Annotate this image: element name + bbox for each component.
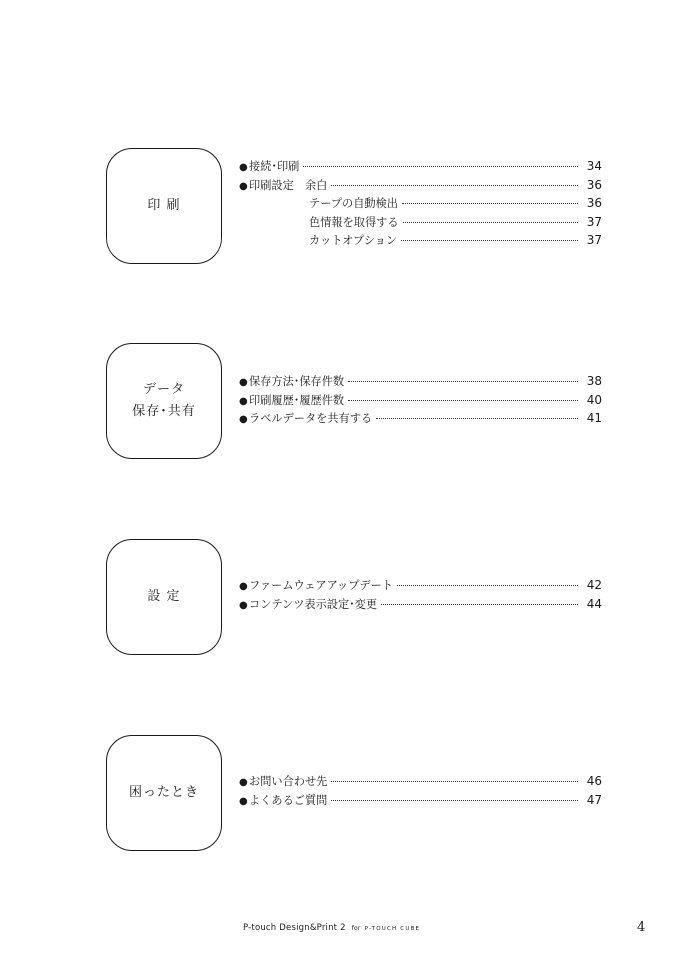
page-number: 42 [586,578,602,592]
bullet-icon: ● [239,599,248,611]
toc-entry[interactable] [239,773,602,792]
page-number: 34 [586,159,602,173]
section-label-box [106,539,222,655]
bullet-icon: ● [239,377,248,388]
bullet-icon: ● [239,180,248,192]
toc-entry[interactable] [239,232,602,251]
page-number: 38 [586,374,602,388]
toc-entry[interactable] [239,410,602,429]
bullet-icon: ● [239,795,248,807]
entry-label: ラベルデータを共有する [249,412,373,425]
leader-dots [331,799,578,801]
toc-entry[interactable] [239,373,602,392]
footer-for: for [351,925,361,932]
bullet-icon: ● [239,581,248,592]
toc-entry[interactable] [239,195,602,214]
entry-label: 色情報を取得する [309,215,399,229]
footer-product: P-touch Design&Print 2 [243,923,346,933]
page-number: 40 [586,392,602,407]
leader-dots [331,780,578,782]
leader-dots [303,165,578,167]
leader-dots [331,184,578,186]
section-data [106,343,626,463]
leader-dots [381,603,578,605]
section-title: 印 刷 [147,198,181,213]
page-number: 44 [586,596,602,611]
leader-dots [403,221,578,223]
entry-label: コンテンツ表示設定･変更 [249,597,378,611]
leader-dots [348,380,578,382]
toc-entry[interactable] [239,792,602,811]
entry-label: 印刷設定 余白 [249,178,328,192]
entry-label: カットオプション [309,234,398,247]
toc-entry[interactable] [239,214,602,233]
toc-entry[interactable] [239,596,602,615]
toc-entries [239,773,602,810]
bullet-icon: ● [239,162,248,173]
page-number: 46 [586,774,602,788]
toc-entry[interactable] [239,577,602,596]
entry-label: よくあるご質問 [249,793,328,807]
entry-label: ファームウェアアップデート [249,579,393,592]
section-label-box [106,343,222,459]
entry-label: 印刷履歴･履歴件数 [249,393,345,407]
section-settings [106,539,626,659]
bullet-icon: ● [239,395,248,407]
page-number: 36 [586,196,602,210]
toc-entries [239,158,602,251]
entry-label: お問い合わせ先 [249,775,328,788]
bullet-icon: ● [239,777,248,788]
page-number: 37 [586,233,602,247]
section-troubleshooting [106,735,626,855]
leader-dots [401,239,578,241]
page-number: 47 [586,792,602,807]
leader-dots [402,202,578,204]
entry-label: 保存方法･保存件数 [249,375,345,388]
entry-label: テープの自動検出 [309,197,398,210]
section-label-box [106,148,222,264]
footer-product-line [243,923,420,933]
page-number: 41 [586,411,602,425]
leader-dots [397,584,578,586]
bullet-icon: ● [239,414,248,425]
toc-entry[interactable] [239,392,602,411]
page-number: 36 [586,177,602,192]
toc-entry[interactable] [239,158,602,177]
leader-dots [348,399,578,401]
toc-entries [239,373,602,429]
footer-brand: P-TOUCH CUBE [364,926,421,932]
section-title: 設 定 [147,589,181,604]
leader-dots [376,417,578,419]
section-title: データ [142,382,185,397]
entry-label: 接続･印刷 [249,160,300,173]
section-print [106,148,626,268]
page-number-footer: 4 [637,920,646,935]
section-label-box [106,735,222,851]
section-title: 保存･共有 [132,404,196,419]
toc-entries [239,577,602,614]
section-title: 困ったとき [128,785,199,800]
page-number: 37 [586,214,602,229]
toc-entry[interactable] [239,177,602,196]
